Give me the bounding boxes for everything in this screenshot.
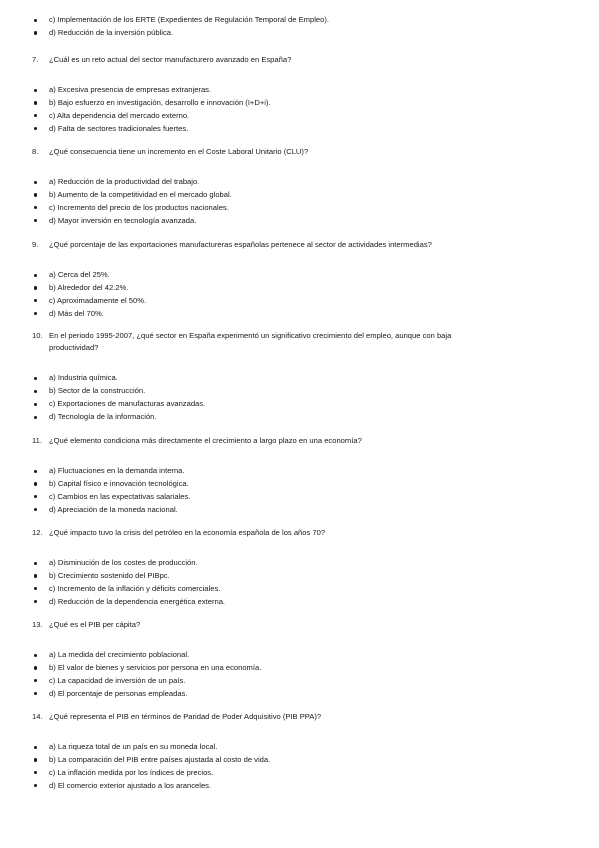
bullet-icon xyxy=(34,390,37,393)
question-text: En el periodo 1995-2007, ¿qué sector en España experimentó un significativo crecimiento del empleo, aunque con baja xyxy=(49,331,452,340)
question-text: ¿Qué impacto tuvo la crisis del petróleo en la economía española de los años 70? xyxy=(49,528,326,537)
answer-option: c) La capacidad de inversión de un país. xyxy=(49,675,186,685)
answer-option: c) Incremento de la inflación y déficits comerciales. xyxy=(49,583,221,593)
bullet-icon xyxy=(34,587,37,590)
question-text: ¿Qué porcentaje de las exportaciones manufactureras españolas pertenece al sector de actividades intermedias? xyxy=(49,240,432,249)
answer-option: a) Disminución de los costes de producción. xyxy=(49,558,198,567)
answer-option: a) Industria química. xyxy=(49,373,118,383)
bullet-icon xyxy=(34,299,37,302)
bullet-icon xyxy=(34,114,37,117)
answer-option: c) Exportaciones de manufacturas avanzadas. xyxy=(49,399,206,409)
bullet-icon xyxy=(34,470,37,473)
question-number: 14. xyxy=(32,712,43,721)
answer-option: b) Capital físico e innovación tecnológica. xyxy=(49,478,189,488)
answer-option: b) El valor de bienes y servicios por persona en una economía. xyxy=(49,662,262,672)
answer-option: a) Excesiva presencia de empresas extranjeras. xyxy=(49,85,212,94)
question-text: ¿Qué consecuencia tiene un incremento en el Coste Laboral Unitario (CLU)? xyxy=(49,147,309,156)
answer-option: d) Tecnología de la información. xyxy=(49,412,157,422)
bullet-icon xyxy=(34,193,37,196)
bullet-icon xyxy=(34,101,37,104)
answer-option: a) La medida del crecimiento poblacional. xyxy=(49,650,190,659)
bullet-icon xyxy=(34,600,37,603)
answer-option: c) Aproximadamente el 50%. xyxy=(49,295,147,305)
bullet-icon xyxy=(34,784,37,787)
bullet-icon xyxy=(34,692,37,695)
question-number: 11. xyxy=(32,436,42,445)
bullet-icon xyxy=(34,19,37,22)
question-text: productividad? xyxy=(49,343,99,353)
answer-option: b) Sector de la construcción. xyxy=(49,386,146,396)
answer-option: a) Fluctuaciones en la demanda interna. xyxy=(49,466,185,475)
answer-option: c) Incremento del precio de los productos nacionales. xyxy=(49,202,229,212)
answer-option: d) Mayor inversión en tecnología avanzada. xyxy=(49,215,197,225)
question-number: 9. xyxy=(32,240,39,249)
bullet-icon xyxy=(34,679,37,682)
question-number: 13. xyxy=(32,620,43,629)
answer-option: d) Falta de sectores tradicionales fuertes. xyxy=(49,123,189,133)
question-number: 7. xyxy=(32,55,39,64)
answer-option: d) Reducción de la dependencia energética externa. xyxy=(49,596,226,606)
answer-option: b) Crecimiento sostenido del PIBpc. xyxy=(49,570,170,580)
question-number: 10. xyxy=(32,331,43,340)
bullet-icon xyxy=(34,666,37,669)
bullet-icon xyxy=(34,312,37,315)
question-number: 12. xyxy=(32,528,43,537)
bullet-icon xyxy=(34,286,37,289)
answer-option: a) Cerca del 25%. xyxy=(49,270,110,279)
answer-option: b) Bajo esfuerzo en investigación, desarrollo e innovación (I+D+i). xyxy=(49,97,271,107)
bullet-icon xyxy=(34,89,37,92)
bullet-icon xyxy=(34,482,37,485)
bullet-icon xyxy=(34,219,37,222)
answer-option: c) La inflación medida por los índices de precios. xyxy=(49,767,214,777)
bullet-icon xyxy=(34,758,37,761)
answer-option: b) Alrededor del 42.2%. xyxy=(49,282,129,292)
bullet-icon xyxy=(34,416,37,419)
answer-option: a) Reducción de la productividad del trabajo. xyxy=(49,177,200,186)
question-number: 8. xyxy=(32,147,39,156)
answer-option: c) Cambios en las expectativas salariales. xyxy=(49,491,191,501)
question-text: ¿Cuál es un reto actual del sector manufacturero avanzado en España? xyxy=(49,55,292,64)
question-text: ¿Qué es el PIB per cápita? xyxy=(49,620,141,629)
answer-option: c) Alta dependencia del mercado externo. xyxy=(49,110,190,120)
question-text: ¿Qué elemento condiciona más directamente el crecimiento a largo plazo en una economía? xyxy=(49,436,362,445)
answer-option: b) La comparación del PIB entre países ajustada al costo de vida. xyxy=(49,754,271,764)
answer-option: a) La riqueza total de un país en su moneda local. xyxy=(49,742,218,751)
bullet-icon xyxy=(34,181,37,184)
question-text: ¿Qué representa el PIB en términos de Paridad de Poder Adquisitivo (PIB PPA)? xyxy=(49,712,322,721)
answer-option: d) El comercio exterior ajustado a los aranceles. xyxy=(49,780,212,790)
bullet-icon xyxy=(34,377,37,380)
bullet-icon xyxy=(34,206,37,209)
bullet-icon xyxy=(34,127,37,130)
answer-option: d) Reducción de la inversión pública. xyxy=(49,27,174,37)
bullet-icon xyxy=(34,403,37,406)
answer-option: b) Aumento de la competitividad en el mercado global. xyxy=(49,189,232,199)
answer-option: d) El porcentaje de personas empleadas. xyxy=(49,688,188,698)
bullet-icon xyxy=(34,508,37,511)
answer-option: d) Apreciación de la moneda nacional. xyxy=(49,504,178,514)
bullet-icon xyxy=(34,771,37,774)
bullet-icon xyxy=(34,654,37,657)
answer-option: c) Implementación de los ERTE (Expedientes de Regulación Temporal de Empleo). xyxy=(49,15,329,24)
bullet-icon xyxy=(34,274,37,277)
bullet-icon xyxy=(34,31,37,34)
bullet-icon xyxy=(34,495,37,498)
bullet-icon xyxy=(34,574,37,577)
answer-option: d) Más del 70%. xyxy=(49,308,104,318)
bullet-icon xyxy=(34,746,37,749)
bullet-icon xyxy=(34,562,37,565)
